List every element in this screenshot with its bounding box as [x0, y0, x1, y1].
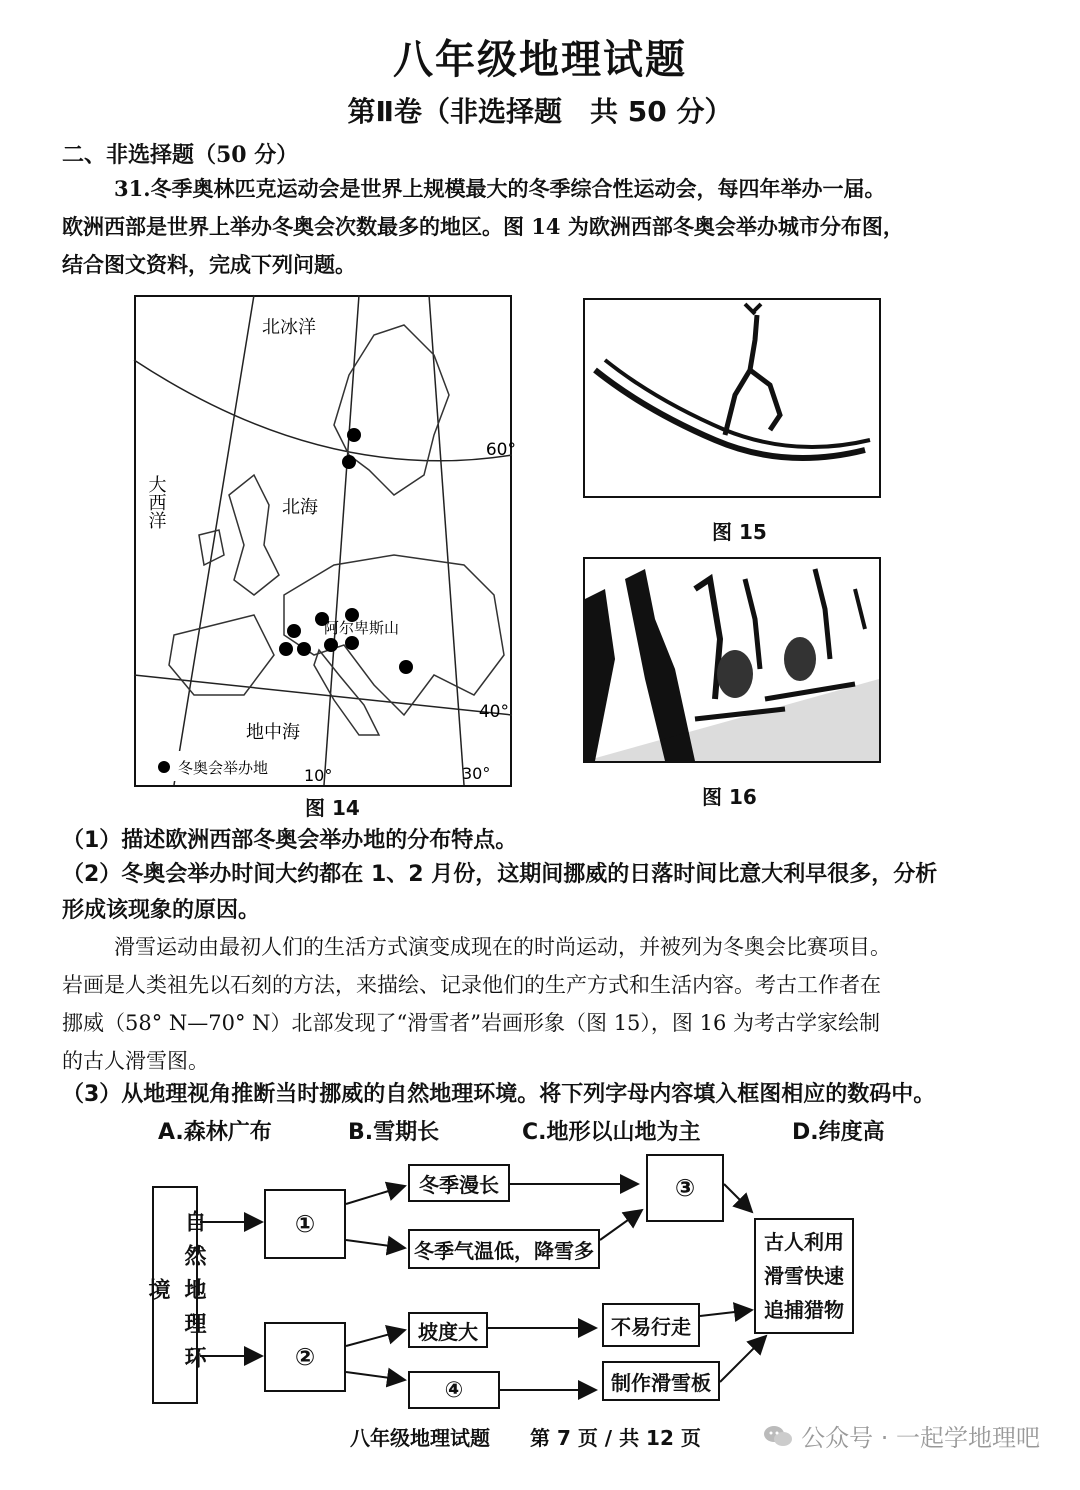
legend-label: 冬奥会举办地 — [178, 759, 269, 777]
label-north-sea: 北海 — [282, 497, 318, 518]
label-atlantic: 大西洋 — [145, 475, 167, 529]
box-hard-walk: 不易行走 — [602, 1303, 700, 1347]
label-arctic: 北冰洋 — [262, 317, 316, 338]
blank-box-1: ① — [264, 1189, 346, 1259]
intro-line-1: 31.冬季奥林匹克运动会是世界上规模最大的冬季综合性运动会，每四年举办一届。 — [114, 176, 886, 201]
figure-16-drawing — [583, 557, 881, 763]
label-mediterranean: 地中海 — [246, 722, 300, 743]
figure-16-caption: 图 16 — [702, 785, 757, 809]
box-make-board: 制作滑雪板 — [602, 1361, 720, 1401]
passage-line-2: 岩画是人类祖先以石刻的方法，来描绘、记录他们的生产方式和生活内容。考古工作者在 — [62, 973, 881, 997]
figure-14-map — [134, 295, 516, 787]
figure-15-caption: 图 15 — [712, 520, 767, 544]
label-lon30: 30° — [462, 764, 491, 783]
question-2-line-2: 形成该现象的原因。 — [62, 898, 261, 923]
intro-line-3: 结合图文资料，完成下列问题。 — [62, 252, 356, 277]
question-1: （1）描述欧洲西部冬奥会举办地的分布特点。 — [62, 828, 518, 853]
box-natural-environment-label: 自然地理环境 — [145, 1210, 206, 1380]
option-a: A.森林广布 — [158, 1120, 272, 1145]
blank-box-2: ② — [264, 1322, 346, 1392]
option-b: B.雪期长 — [348, 1120, 440, 1145]
label-lat40: 40° — [478, 702, 509, 722]
label-lon10: 10° — [304, 766, 333, 785]
label-alps: 阿尔卑斯山 — [324, 619, 400, 637]
page-footer: 八年级地理试题 第 7 页 / 共 12 页 — [350, 1426, 701, 1450]
option-c: C.地形以山地为主 — [522, 1120, 701, 1145]
figure-14-caption: 图 14 — [305, 796, 360, 820]
europe-map — [134, 295, 516, 787]
result-line-1: 古人利用 — [764, 1230, 844, 1254]
watermark-text: 公众号 · 一起学地理吧 — [801, 1424, 1040, 1452]
passage-line-4: 的古人滑雪图。 — [62, 1049, 209, 1073]
question-2-line-1: （2）冬奥会举办时间大约都在 1、2 月份，这期间挪威的日落时间比意大利早很多，分析 — [62, 862, 938, 887]
box-result — [754, 1218, 854, 1334]
wechat-icon — [763, 1423, 793, 1449]
host-dot — [297, 642, 311, 656]
host-dot — [324, 638, 338, 652]
host-dot — [287, 624, 301, 638]
result-line-3: 追捕猎物 — [764, 1298, 844, 1322]
box-natural-environment — [145, 1186, 206, 1404]
page-subtitle: 第Ⅱ卷（非选择题 共 50 分） — [347, 95, 733, 128]
host-dot — [342, 455, 356, 469]
page-title: 八年级地理试题 — [393, 37, 687, 83]
blank-box-4: ④ — [408, 1371, 500, 1409]
legend-dot — [158, 761, 170, 773]
question-3: （3）从地理视角推断当时挪威的自然地理环境。将下列字母内容填入框图相应的数码中。 — [62, 1082, 936, 1107]
result-line-2: 滑雪快速 — [764, 1264, 844, 1288]
box-slope: 坡度大 — [408, 1312, 488, 1348]
passage-line-3: 挪威（58° N—70° N）北部发现了“滑雪者”岩画形象（图 15），图 16 为考古学家绘制 — [62, 1011, 880, 1035]
blank-box-3: ③ — [646, 1154, 724, 1222]
host-dot — [347, 428, 361, 442]
label-lat60: 60° — [485, 440, 516, 460]
box-winter-long: 冬季漫长 — [408, 1164, 510, 1202]
host-dot — [399, 660, 413, 674]
host-dot — [345, 636, 359, 650]
option-d: D.纬度高 — [792, 1120, 885, 1145]
section-heading: 二、非选择题（50 分） — [62, 142, 299, 168]
host-dot — [279, 642, 293, 656]
rock-art-skier — [585, 300, 879, 496]
watermark — [763, 1418, 1040, 1453]
passage-line-1: 滑雪运动由最初人们的生活方式演变成现在的时尚运动，并被列为冬奥会比赛项目。 — [114, 935, 891, 959]
intro-line-2: 欧洲西部是世界上举办冬奥会次数最多的地区。图 14 为欧洲西部冬奥会举办城市分布图， — [62, 214, 904, 239]
figure-15-rock-art — [583, 298, 881, 498]
ancient-skiing-drawing — [585, 559, 879, 761]
box-winter-cold: 冬季气温低，降雪多 — [408, 1229, 600, 1269]
